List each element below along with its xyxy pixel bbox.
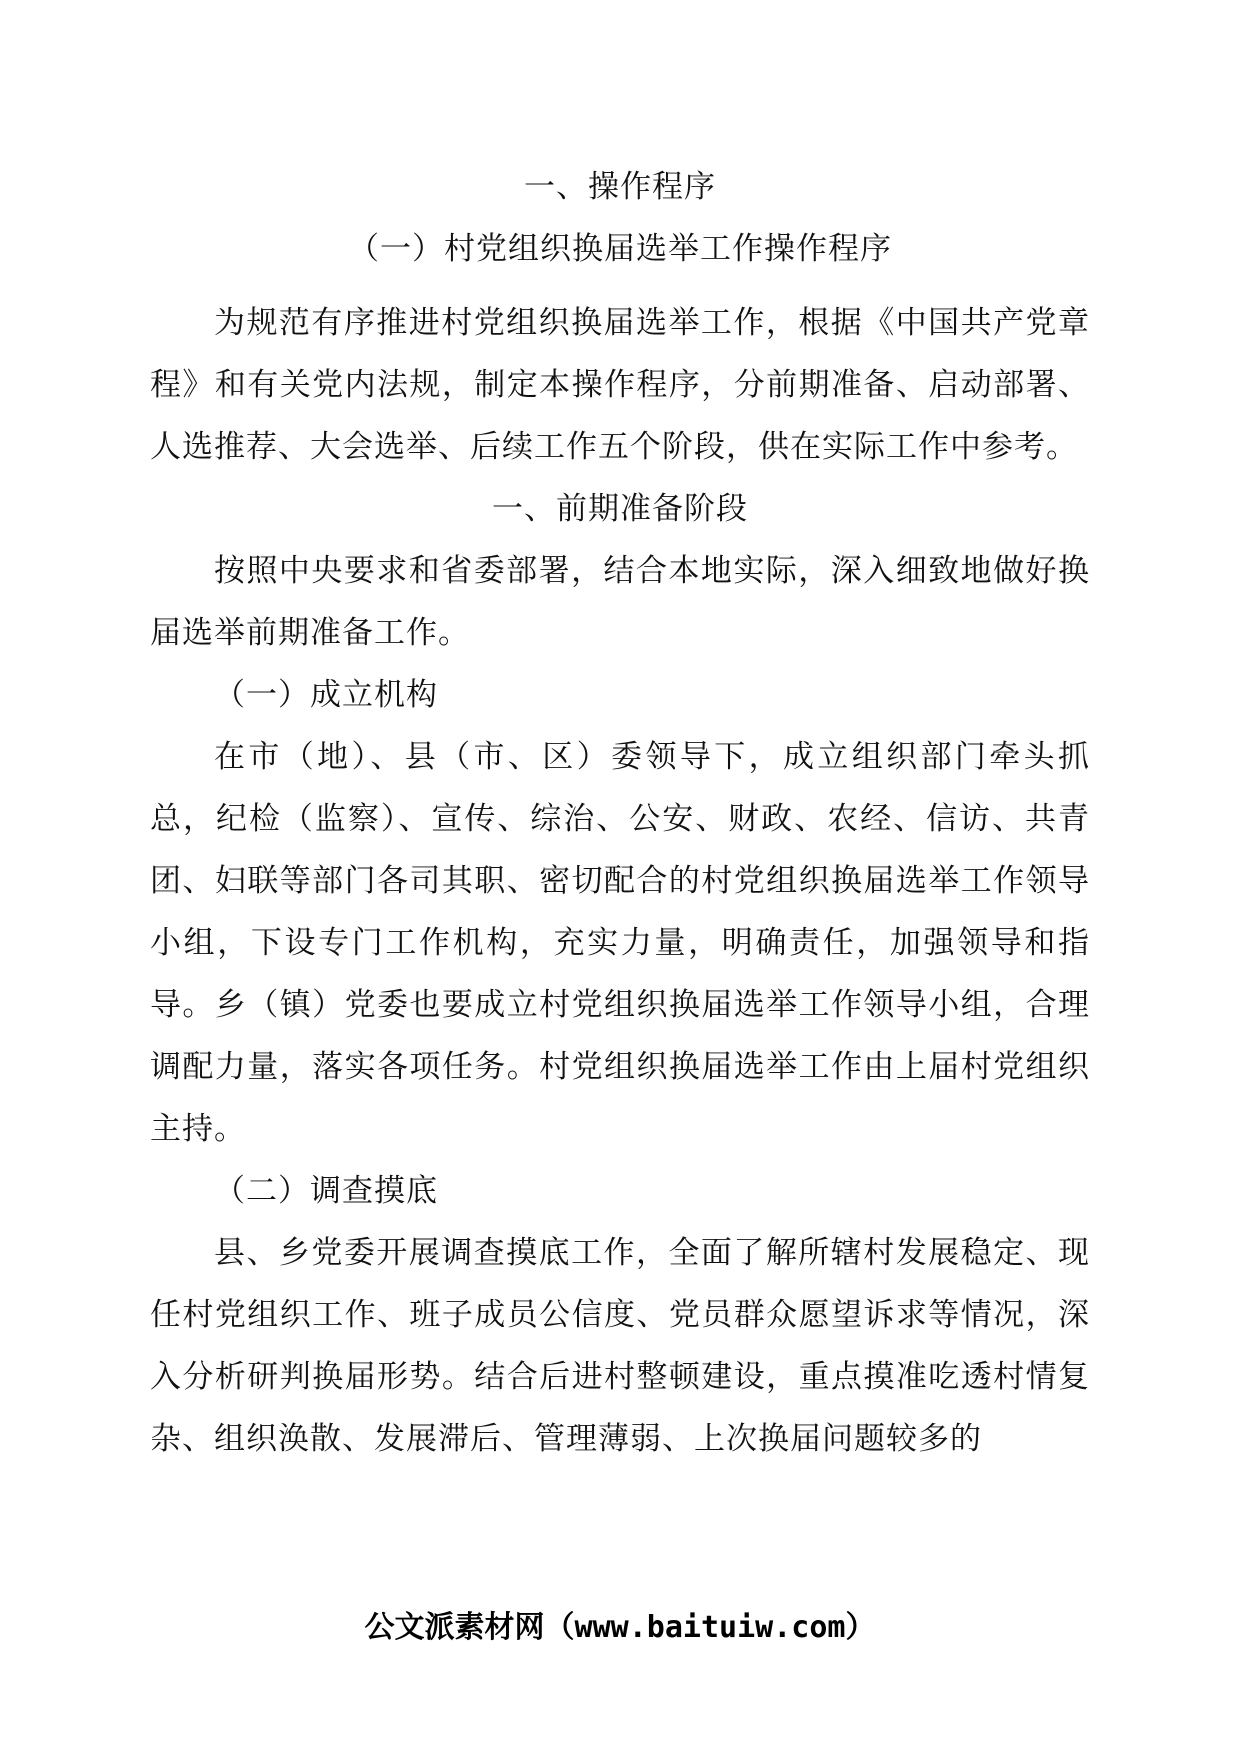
footer-watermark: 公文派素材网（www.baituiw.com） (364, 1610, 876, 1645)
section-intro-paragraph: 按照中央要求和省委部署，结合本地实际，深入细致地做好换届选举前期准备工作。 (150, 553, 1090, 651)
item-title-establish-organization: （一）成立机构 (214, 677, 438, 713)
document-heading: 一、操作程序 (524, 169, 716, 205)
item-paragraph-establish-organization: 在市（地）、县（市、区）委领导下，成立组织部门牵头抓总，纪检（监察）、宣传、综治、公安、财政、农经、信访、共青团、妇联等部门各司其职、密切配合的村党组织换届选举工作领导小组，下设专门工作机构，充实力量，明确责任，加强领导和指导。乡（镇）党委也要成立村党组织换届选举工作领导小组，合理调配力量，落实各项任务。村党组织换届选举工作由上届村党组织主持。 (150, 739, 1090, 1147)
intro-paragraph: 为规范有序推进村党组织换届选举工作，根据《中国共产党章程》和有关党内法规，制定本操作程序，分前期准备、启动部署、人选推荐、大会选举、后续工作五个阶段，供在实际工作中参考。 (150, 305, 1090, 465)
section-title-preparation: 一、前期准备阶段 (492, 491, 748, 527)
document-subheading: （一）村党组织换届选举工作操作程序 (348, 231, 892, 267)
item-title-investigation: （二）调查摸底 (214, 1173, 438, 1209)
item-paragraph-investigation: 县、乡党委开展调查摸底工作，全面了解所辖村发展稳定、现任村党组织工作、班子成员公信度、党员群众愿望诉求等情况，深入分析研判换届形势。结合后进村整顿建设，重点摸准吃透村情复杂、组织涣散、发展滞后、管理薄弱、上次换届问题较多的 (150, 1235, 1090, 1457)
document-body (150, 168, 1090, 1470)
